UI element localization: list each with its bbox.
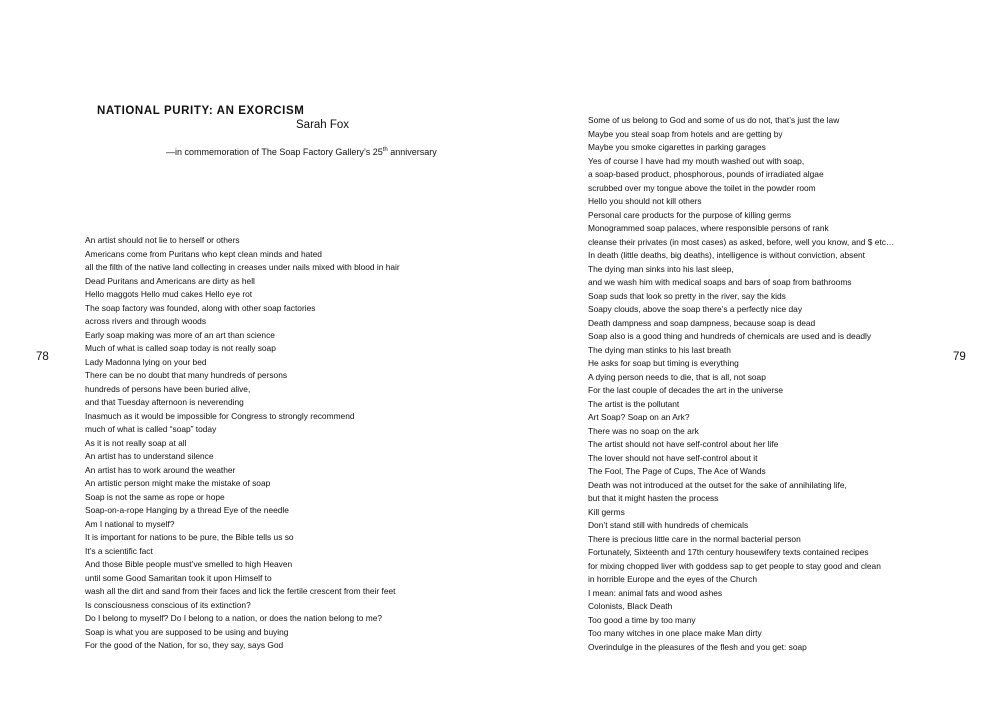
poem-line: Maybe you smoke cigarettes in parking garages — [588, 142, 766, 152]
poem-line: Death dampness and soap dampness, because soap is dead — [588, 317, 816, 328]
poem-lines-right — [588, 114, 894, 654]
poem-line: Lady Madonna lying on your bed — [85, 356, 207, 367]
poem-line: An artistic person might make the mistake of soap — [85, 478, 271, 488]
dedication-text-end: anniversary — [387, 147, 437, 157]
page-number-right: 79 — [953, 351, 966, 363]
poem-line: cleanse their privates (in most cases) as asked, before, well you know, and $ etc… — [588, 236, 895, 247]
poem-line: Hello you should not kill others — [588, 196, 702, 206]
poem-line: Soap suds that look so pretty in the river, say the kids — [588, 290, 786, 301]
poem-line: Hello maggots Hello mud cakes Hello eye rot — [85, 289, 253, 299]
poem-line: much of what is called “soap” today — [85, 424, 217, 434]
poem-author: Sarah Fox — [296, 119, 350, 131]
poem-line: scrubbed over my tongue above the toilet in the powder room — [588, 182, 816, 193]
dedication-ordinal-suffix: th — [382, 147, 388, 153]
poem-line: For the good of the Nation, for so, they say, says God — [85, 640, 284, 650]
poem-line: Death was not introduced at the outset for the sake of annihilating life, — [588, 479, 847, 490]
poem-line: and we wash him with medical soaps and bars of soap from bathrooms — [588, 277, 852, 287]
poem-line: There can be no doubt that many hundreds of persons — [85, 370, 288, 380]
poem-line: Art Soap? Soap on an Ark? — [588, 412, 690, 422]
poem-line: Soap is not the same as rope or hope — [85, 491, 225, 502]
poem-line: Overindulge in the pleasures of the flesh and you get: soap — [588, 641, 807, 652]
poem-line: For the last couple of decades the art in the universe — [588, 385, 784, 395]
right-page — [504, 0, 1008, 720]
poem-line: and that Tuesday afternoon is neverending — [85, 397, 244, 407]
poem-line: Yes of course I have had my mouth washed out with soap, — [588, 155, 805, 166]
poem-line: Fortunately, Sixteenth and 17th century housewifery texts contained recipes — [588, 547, 869, 557]
poem-line: In death (little deaths, big deaths), intelligence is without conviction, absent — [588, 250, 866, 260]
poem-line: Too good a time by too many — [588, 614, 696, 625]
poem-line: Colonists, Black Death — [588, 601, 673, 611]
poem-line: The dying man sinks into his last sleep, — [588, 263, 734, 274]
poem-lines-left — [85, 234, 400, 653]
poem-line: The Fool, The Page of Cups, The Ace of Wands — [588, 466, 766, 476]
poem-line: The soap factory was founded, along with other soap factories — [85, 302, 316, 313]
poem-line: Soap also is a good thing and hundreds of chemicals are used and is deadly — [588, 331, 872, 341]
poem-line: There is precious little care in the normal bacterial person — [588, 533, 801, 544]
poem-line: Kill germs — [588, 506, 625, 517]
poem-line: Is consciousness conscious of its extinction? — [85, 599, 251, 610]
poem-line: The artist should not have self-control about her life — [588, 439, 779, 449]
poem-line: Personal care products for the purpose of killing germs — [588, 209, 791, 220]
poem-line: The dying man stinks to his last breath — [588, 344, 731, 355]
poem-line: Americans come from Puritans who kept clean minds and hated — [85, 248, 322, 259]
poem-line: Inasmuch as it would be impossible for Congress to strongly recommend — [85, 410, 355, 421]
poem-line: A dying person needs to die, that is all, not soap — [588, 371, 766, 382]
poem-line: Much of what is called soap today is not really soap — [85, 343, 276, 353]
poem-line: It is important for nations to be pure, the Bible tells us so — [85, 532, 294, 542]
poem-line: It’s a scientific fact — [85, 545, 153, 556]
poem-line: wash all the dirt and sand from their faces and lick the fertile crescent from their feet — [85, 586, 396, 596]
poem-line: There was no soap on the ark — [588, 425, 699, 436]
poem-line: An artist has to work around the weather — [85, 464, 236, 475]
page-number-left: 78 — [36, 351, 49, 363]
poem-line: Too many witches in one place make Man dirty — [588, 628, 762, 638]
poem-line: in horrible Europe and the eyes of the Church — [588, 574, 758, 584]
poem-line: The artist is the pollutant — [588, 398, 680, 409]
poem-line: until some Good Samaritan took it upon Himself to — [85, 572, 272, 583]
poem-line: Do I belong to myself? Do I belong to a nation, or does the nation belong to me? — [85, 613, 383, 623]
poem-line: Dead Puritans and Americans are dirty as hell — [85, 275, 255, 286]
poem-line: a soap-based product, phosphorous, pounds of irradiated algae — [588, 169, 824, 179]
poem-line: Early soap making was more of an art than science — [85, 329, 275, 340]
poem-line: The lover should not have self-control about it — [588, 452, 758, 463]
poem-line: Some of us belong to God and some of us do not, that’s just the law — [588, 115, 840, 125]
poem-line: but that it might hasten the process — [588, 493, 719, 503]
poem-line: Soapy clouds, above the soap there’s a perfectly nice day — [588, 304, 803, 314]
poem-dedication — [166, 147, 437, 157]
poem-line: And those Bible people must’ve smelled to high Heaven — [85, 559, 293, 569]
poem-line: I mean: animal fats and wood ashes — [588, 587, 723, 598]
poem-line: He asks for soap but timing is everything — [588, 358, 739, 368]
poem-title: NATIONAL PURITY: AN EXORCISM — [97, 105, 305, 117]
poem-line: all the filth of the native land collecting in creases under nails mixed with blood in hair — [85, 262, 400, 272]
poem-line: An artist has to understand silence — [85, 451, 214, 461]
poem-line: across rivers and through woods — [85, 316, 207, 326]
poem-line: Am I national to myself? — [85, 518, 175, 529]
poem-line: Monogrammed soap palaces, where responsible persons of rank — [588, 223, 829, 233]
poem-line: An artist should not lie to herself or others — [85, 235, 240, 245]
poem-line: Maybe you steal soap from hotels and are getting by — [588, 128, 783, 139]
poem-line: As it is not really soap at all — [85, 437, 187, 448]
poem-line: for mixing chopped liver with goddess sap to get people to stay good and clean — [588, 560, 881, 571]
poem-line: Soap is what you are supposed to be using and buying — [85, 626, 289, 637]
poem-line: Soap-on-a-rope Hanging by a thread Eye of the needle — [85, 505, 289, 515]
poem-line: Don’t stand still with hundreds of chemicals — [588, 520, 749, 530]
dedication-text: —in commemoration of The Soap Factory Gallery’s 25 — [166, 147, 383, 157]
poem-line: hundreds of persons have been buried alive, — [85, 383, 251, 394]
